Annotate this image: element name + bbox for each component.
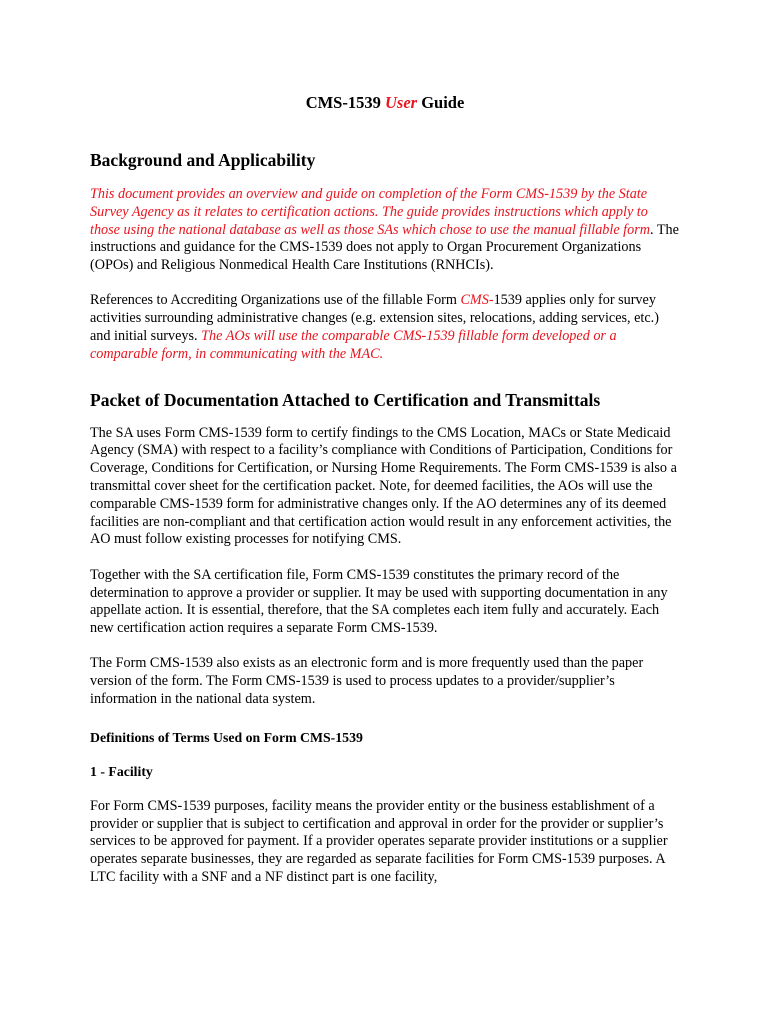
facility-paragraph-1: For Form CMS-1539 purposes, facility means the provider entity or the business establishment of a provider or supplier that is subject to certification and approval in order for the provider or supplier’s services to be approved for payment. If a provider operates separate provider institutions or a supplier operates separate businesses, they are regarded as separate facilities for Form CMS-1539 purposes. A LTC facility with a SNF and a NF distinct part is one facility, bbox=[90, 797, 668, 886]
facility-heading: 1 - Facility bbox=[90, 763, 153, 779]
definitions-heading: Definitions of Terms Used on Form CMS-1539 bbox=[90, 729, 363, 745]
background-heading: Background and Applicability bbox=[90, 150, 316, 170]
background-p2-text-b: 1539 applies only for survey activities surrounding administrative changes (e.g. extension sites, relocations, adding services, etc.) and initial surveys. bbox=[90, 292, 659, 345]
background-p2-text-a: References to Accrediting Organizations use of the fillable Form bbox=[90, 292, 461, 309]
document-content bbox=[90, 92, 680, 887]
page-title bbox=[90, 92, 680, 114]
background-p2-red-a: CMS- bbox=[460, 292, 494, 309]
packet-heading: Packet of Documentation Attached to Certification and Transmittals bbox=[90, 389, 601, 410]
background-p1-red-italic: This document provides an overview and guide on completion of the Form CMS-1539 by the State Survey Agency as it relates to certification actions. The guide provides instructions which apply to those using the national database as well as those SAs which chose to use the manual fillable form bbox=[90, 186, 650, 238]
packet-paragraph-3: The Form CMS-1539 also exists as an electronic form and is more frequently used than the paper version of the form. The Form CMS-1539 is used to process updates to a provider/supplier’s information in the national data system. bbox=[90, 655, 644, 708]
background-p2-red-italic: The AOs will use the comparable CMS-1539 fillable form developed or a comparable form, in communicating with the MAC. bbox=[90, 328, 617, 362]
background-paragraph-2 bbox=[90, 292, 680, 363]
background-paragraph-1 bbox=[90, 186, 680, 275]
title-prefix: CMS-1539 bbox=[305, 93, 381, 112]
background-p1-text: . The instructions and guidance for the CMS-1539 does not apply to Organ Procurement Organizations (OPOs) and Religious Nonmedical Health Care Institutions (RNHCIs). bbox=[90, 221, 679, 274]
packet-paragraph-2: Together with the SA certification file, Form CMS-1539 constitutes the primary record of the determination to approve a provider or supplier. It may be used with supporting documentation in any appellate action. It is essential, therefore, that the SA completes each item fully and accurately. Each new certification action requires a separate Form CMS-1539. bbox=[90, 566, 668, 637]
title-suffix: Guide bbox=[421, 93, 465, 112]
title-highlight: User bbox=[384, 93, 418, 112]
packet-paragraph-1: The SA uses Form CMS-1539 form to certify findings to the CMS Location, MACs or State Medicaid Agency (SMA) with respect to a facility’s compliance with Conditions of Participation, Conditions for Coverage, Conditions for Certification, or Nursing Home Requirements. The Form CMS-1539 is also a transmittal cover sheet for the certification packet. Note, for deemed facilities, the AOs will use the comparable CMS-1539 form for administrative changes only. If the AO determines any of its deemed facilities are non-compliant and that certification action would result in any enforcement activities, the AO must follow existing processes for notifying CMS. bbox=[90, 424, 677, 548]
